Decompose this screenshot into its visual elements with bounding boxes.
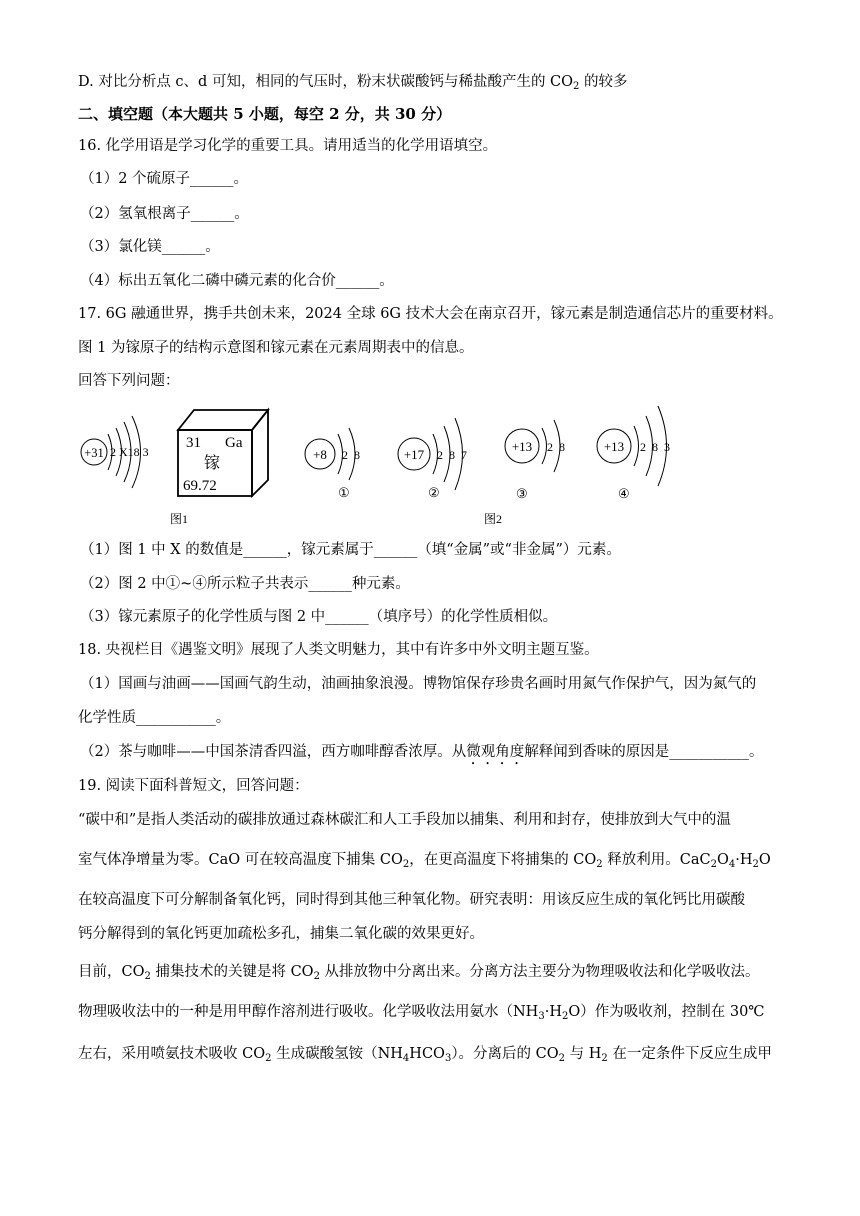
particle-3: [505, 420, 565, 501]
q16-part1: （1）2 个硫原子______。: [80, 171, 249, 187]
q18-part1: （1）国画与油画——国画气韵生动，油画抽象浪漫。博物馆保存珍贵名画时用氮气作保护气，因为氮气的: [80, 676, 757, 692]
q17-part2: （2）图 2 中①~④所示粒子共表示______种元素。: [80, 576, 410, 592]
svg-text:2: 2: [547, 440, 553, 454]
svg-text:7: 7: [461, 448, 467, 462]
svg-text:2: 2: [342, 448, 348, 462]
svg-text:③: ③: [516, 486, 528, 501]
svg-text:8: 8: [559, 440, 565, 454]
particle-4: [597, 406, 670, 501]
q16-stem: 16. 化学用语是学习化学的重要工具。请用适当的化学用语填空。: [78, 138, 498, 154]
article-para2-line2: 物理吸收法中的一种是用甲醇作溶剂进行吸收。化学吸收法用氨水$(NH_3\cdot H_2O)$作为吸收剂，控制在 30℃: [78, 1004, 765, 1022]
article-para1-line2: 室气体净增量为零。CaO 可在较高温度下捕集 $CO_2$，在更高温度下将捕集的 $CO_2$ 释放利用。$CaC_2O_4\cdot H_2O$: [78, 852, 771, 870]
fig2-label: 图2: [484, 512, 503, 526]
svg-text:+13: +13: [511, 439, 533, 454]
article-para1: “碳中和”是指人类活动的碳排放通过森林碳汇和人工手段加以捕集、利用和封存，使排放到大气中的温: [78, 812, 731, 828]
q15-option-d: D. 对比分析点 c、d 可知，相同的气压时，粉末状碳酸钙与稀盐酸产生的 $CO_2$ 的较多: [78, 74, 628, 92]
ga-nucleus: +31: [84, 446, 104, 460]
ga-shells: 2 X18 3: [110, 445, 149, 459]
q18-part2: （2）茶与咖啡——中国茶清香四溢，西方咖啡醇香浓厚。从微观角度解释闻到香味的原因是___________。: [80, 744, 764, 760]
svg-text:+13: +13: [603, 439, 625, 454]
ga-mass: 69.72: [183, 478, 217, 494]
q16-part4: （4）标出五氧化二磷中磷元素的化合价______。: [80, 273, 394, 289]
gallium-element-cell: [178, 410, 268, 496]
q17-stem: 17. 6G 融通世界，携手共创未来，2024 全球 6G 技术大会在南京召开，镓元素是制造通信芯片的重要材料。: [78, 306, 783, 322]
svg-text:+17: +17: [403, 447, 425, 462]
q18-stem: 18. 央视栏目《遇鉴文明》展现了人类文明魅力，其中有许多中外文明主题互鉴。: [78, 642, 599, 658]
ga-atomic-number: 31: [186, 435, 201, 451]
svg-text:+8: +8: [313, 447, 327, 462]
svg-text:①: ①: [338, 485, 350, 500]
svg-text:8: 8: [354, 448, 360, 462]
ga-symbol: Ga: [225, 435, 243, 451]
article-para2-line3: 左右，采用喷氨技术吸收 $CO_2$ 生成碳酸氢铵$(NH_4HCO_3)$。分离后的 $CO_2$ 与 $H_2$ 在一定条件下反应生成甲: [78, 1046, 772, 1064]
svg-text:2: 2: [640, 440, 646, 454]
q17-stem-cont: 图 1 为镓原子的结构示意图和镓元素在元素周期表中的信息。: [78, 340, 474, 356]
ga-name: 镓: [204, 455, 221, 472]
svg-text:2: 2: [437, 448, 443, 462]
q16-part2: （2）氢氧根离子______。: [80, 206, 249, 222]
svg-text:④: ④: [618, 486, 630, 501]
particle-2: [398, 418, 467, 500]
svg-text:3: 3: [664, 440, 670, 454]
svg-text:8: 8: [449, 448, 455, 462]
atom-structure-figure: [70, 398, 790, 533]
svg-text:②: ②: [428, 485, 440, 500]
q17-part1: （1）图 1 中 X 的数值是______，镓元素属于______（填“金属”或“非金属”）元素。: [80, 542, 621, 558]
article-para1-line4: 钙分解得到的氧化钙更加疏松多孔，捕集二氧化碳的效果更好。: [78, 926, 484, 942]
q17-part3: （3）镓元素原子的化学性质与图 2 中______（填序号）的化学性质相似。: [80, 609, 558, 625]
fig1-label: 图1: [170, 512, 189, 526]
q16-part3: （3）氯化镁______。: [80, 239, 220, 255]
article-para1-line3: 在较高温度下可分解制备氧化钙，同时得到其他三种氧化物。研究表明：用该反应生成的氧化钙比用碳酸: [78, 892, 745, 908]
svg-text:8: 8: [652, 440, 658, 454]
gallium-atom-diagram: [81, 416, 149, 488]
article-para2: 目前，$CO_2$ 捕集技术的关键是将 $CO_2$ 从排放物中分离出来。分离方法主要分为物理吸收法和化学吸收法。: [78, 964, 760, 982]
section-heading: 二、填空题（本大题共 5 小题，每空 2 分，共 30 分）: [78, 105, 452, 123]
q18-part1-cont: 化学性质___________。: [78, 710, 231, 726]
particle-1: [305, 428, 360, 500]
q17-prompt: 回答下列问题：: [78, 373, 180, 389]
q19-stem: 19. 阅读下面科普短文，回答问题：: [78, 778, 309, 794]
